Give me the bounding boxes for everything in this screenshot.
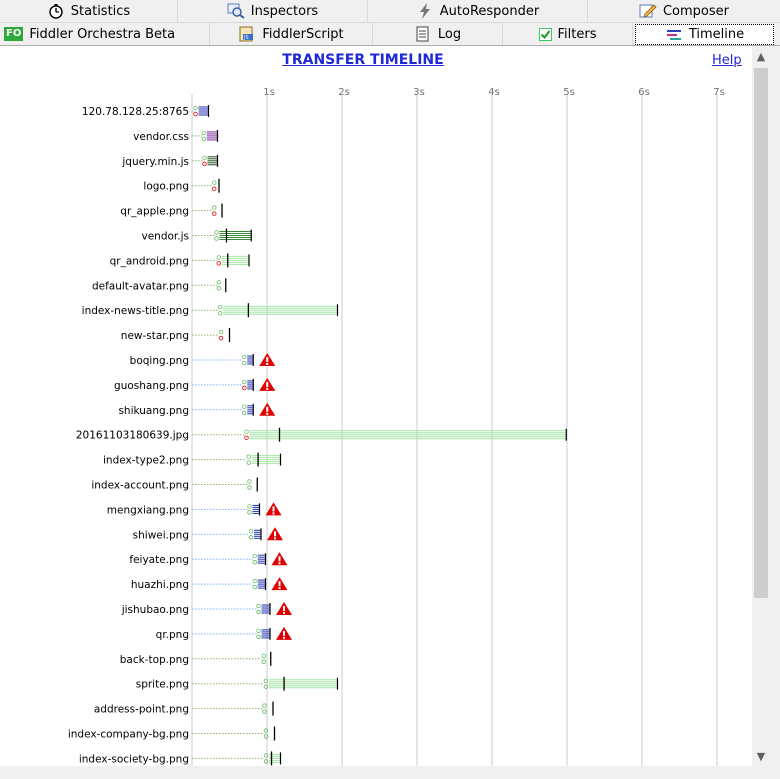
axis-tick-label: 7s	[713, 87, 725, 98]
warning-icon-bang	[266, 357, 268, 362]
lightning-icon	[416, 3, 434, 19]
connect-marker	[202, 131, 206, 135]
connect-marker	[263, 710, 267, 714]
checkbox-icon	[539, 28, 552, 41]
status-strip	[0, 766, 780, 779]
warning-icon-bang	[274, 531, 276, 536]
connect-marker	[248, 486, 252, 490]
tab-label: Filters	[557, 26, 597, 42]
row-label[interactable]: huazhi.png	[130, 579, 189, 592]
warning-icon-bang	[279, 556, 281, 561]
row-label[interactable]: jquery.min.js	[122, 155, 189, 168]
axis-tick-label: 2s	[338, 87, 350, 98]
tab-label: Composer	[662, 3, 729, 19]
tab-log[interactable]	[373, 23, 503, 45]
row-label[interactable]: back-top.png	[119, 653, 189, 666]
connect-marker	[217, 262, 221, 266]
row-label[interactable]: index-news-title.png	[81, 305, 189, 318]
connect-marker	[248, 505, 252, 509]
connect-marker	[203, 162, 207, 166]
warning-icon-bang	[279, 581, 281, 586]
connect-marker	[262, 660, 266, 664]
tab-label: AutoResponder	[439, 3, 540, 19]
connect-marker	[212, 181, 216, 185]
tab-label: Inspectors	[250, 3, 319, 19]
connect-marker	[245, 430, 249, 434]
tab-label: Timeline	[688, 27, 745, 42]
warning-icon-dot	[283, 612, 285, 614]
connect-marker	[262, 654, 266, 658]
panel-edge	[770, 46, 780, 779]
axis-tick-label: 3s	[413, 87, 425, 98]
connect-marker	[242, 405, 246, 409]
stopwatch-icon	[47, 3, 65, 19]
tab-label: Log	[437, 26, 462, 42]
row-label[interactable]: shiwei.png	[132, 529, 189, 542]
connect-marker	[242, 380, 246, 384]
connect-marker	[253, 560, 257, 564]
connect-marker	[212, 206, 216, 210]
connect-marker	[217, 281, 221, 285]
connect-marker	[257, 604, 261, 608]
tab-autoresponder[interactable]	[368, 0, 588, 22]
connect-marker	[212, 187, 216, 191]
row-label[interactable]: jishubao.png	[121, 604, 189, 616]
timeline-chart	[0, 46, 752, 766]
connect-marker	[242, 411, 246, 415]
warning-icon-dot	[266, 388, 268, 390]
warning-icon-dot	[274, 537, 276, 539]
connect-marker	[248, 480, 252, 484]
svg-text:JS: JS	[244, 35, 249, 41]
fo-badge-icon: FO	[6, 28, 22, 39]
tab-composer[interactable]	[588, 0, 780, 22]
row-label[interactable]: boqing.png	[129, 355, 189, 367]
row-label[interactable]: vendor.css	[133, 130, 189, 143]
magnifier-icon	[227, 3, 245, 19]
row-label[interactable]: mengxiang.png	[106, 504, 189, 517]
tab-timeline[interactable]	[635, 24, 774, 45]
connect-marker	[247, 461, 251, 465]
axis-tick-label: 4s	[488, 87, 500, 98]
tab-fiddlerscript[interactable]	[210, 23, 373, 45]
tab-label: Statistics	[70, 3, 131, 19]
connect-marker	[219, 336, 223, 340]
connect-marker	[253, 585, 257, 589]
connect-marker	[249, 536, 253, 540]
connect-marker	[257, 629, 261, 633]
connect-marker	[194, 106, 198, 110]
connect-marker	[257, 610, 261, 614]
script-icon	[238, 26, 256, 42]
warning-icon-bang	[273, 506, 275, 511]
connect-marker	[253, 554, 257, 558]
connect-marker	[253, 579, 257, 583]
vertical-scrollbar[interactable]	[752, 46, 770, 766]
connect-marker	[242, 361, 246, 365]
row-label[interactable]: index-account.png	[91, 479, 189, 492]
warning-icon-dot	[283, 637, 285, 639]
tab-inspectors[interactable]	[178, 0, 368, 22]
row-label[interactable]: qr_android.png	[109, 255, 189, 268]
row-label[interactable]: index-company-bg.png	[67, 728, 189, 741]
connect-marker	[249, 530, 253, 534]
scrollbar-thumb[interactable]	[754, 68, 768, 598]
tab-fiddler-orchestra[interactable]	[0, 23, 210, 45]
timeline-title[interactable]: TRANSFER TIMELINE	[282, 52, 444, 68]
warning-icon-bang	[266, 382, 268, 387]
connect-marker	[242, 386, 246, 390]
warning-icon-dot	[279, 562, 281, 564]
tab-strip-secondary	[0, 23, 780, 46]
connect-marker	[247, 455, 251, 459]
scroll-up-icon[interactable]: ▲	[756, 49, 766, 63]
connect-marker	[248, 511, 252, 515]
connect-marker	[212, 212, 216, 216]
connect-marker	[218, 305, 222, 309]
tab-filters[interactable]	[503, 23, 633, 45]
row-label[interactable]: index-society-bg.png	[78, 753, 189, 766]
tab-statistics[interactable]	[0, 0, 178, 22]
axis-tick-label: 1s	[263, 87, 275, 98]
row-label[interactable]: shikuang.png	[118, 404, 189, 417]
tab-label: FiddlerScript	[262, 26, 344, 42]
row-label[interactable]: logo.png	[143, 180, 189, 193]
warning-icon-bang	[283, 606, 285, 611]
scroll-down-icon[interactable]: ▼	[756, 749, 766, 763]
connect-marker	[203, 156, 207, 160]
connect-marker	[245, 436, 249, 440]
connect-marker	[215, 231, 219, 235]
connect-marker	[217, 287, 221, 291]
pencil-icon	[639, 3, 657, 19]
row-label[interactable]: 20161103180639.jpg	[75, 429, 189, 442]
connect-marker	[257, 635, 261, 639]
timeline-panel	[0, 46, 752, 779]
row-label[interactable]: qr_apple.png	[120, 205, 189, 218]
axis-tick-label: 6s	[638, 87, 650, 98]
help-link[interactable]: Help	[712, 53, 742, 68]
warning-icon-bang	[266, 407, 268, 412]
row-label[interactable]: qr.png	[155, 628, 189, 641]
row-label[interactable]: sprite.png	[135, 678, 189, 691]
row-label[interactable]: address-point.png	[93, 703, 189, 716]
timeline-icon	[665, 27, 683, 43]
row-label[interactable]: guoshang.png	[114, 379, 189, 392]
warning-icon-dot	[273, 512, 275, 514]
row-label[interactable]: index-type2.png	[103, 454, 189, 467]
connect-marker	[215, 237, 219, 241]
tab-strip-primary	[0, 0, 780, 23]
log-icon	[414, 26, 432, 42]
tab-label: Fiddler Orchestra Beta	[29, 26, 176, 42]
warning-icon-dot	[279, 587, 281, 589]
warning-icon-dot	[266, 363, 268, 365]
warning-icon-bang	[283, 631, 285, 636]
connect-marker	[218, 311, 222, 315]
connect-marker	[219, 330, 223, 334]
row-label[interactable]: vendor.js	[141, 230, 189, 243]
row-label[interactable]: default-avatar.png	[91, 280, 189, 293]
warning-icon-dot	[266, 413, 268, 415]
connect-marker	[202, 137, 206, 141]
connect-marker	[242, 355, 246, 359]
row-label[interactable]: 120.78.128.25:8765	[81, 106, 189, 118]
connect-marker	[263, 704, 267, 708]
row-label[interactable]: new-star.png	[120, 330, 189, 343]
axis-tick-label: 5s	[563, 87, 575, 98]
connect-marker	[194, 112, 198, 116]
connect-marker	[217, 256, 221, 260]
row-label[interactable]: feiyate.png	[129, 554, 189, 567]
